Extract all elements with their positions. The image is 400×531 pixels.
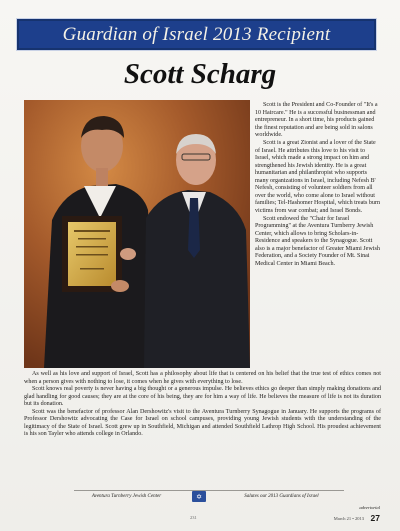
award-plaque [62,216,122,292]
banner-title: Guardian of Israel 2013 Recipient [62,23,331,45]
star-of-david-icon: ✡ [192,491,206,502]
award-photo [24,100,250,368]
issue-date: March 21 • 2013 [333,516,364,521]
page-footer [0,515,400,527]
folio-mid: 231 [190,515,197,520]
body-paragraph: Scott knows real poverty is never having a big thought or a generous impulse. He believes ethics go deeper than simply making donations and glad handling for good causes; they are at the core of his being, they are for him a way of life. He believes the measure of life is not its duration but its donation. [24,386,381,407]
sponsor-tagline: Salutes our 2013 Guardians of Israel [244,494,319,499]
sponsor-footer [74,490,344,502]
sidebar-paragraph: Scott is the President and Co-Founder of "It's a 10 Haircare." He is a successful businessman and entrepreneur. In a short time, his products gained the finest reputation and are being sold in salons worldwide. [255,102,378,138]
sidebar-article-column [255,102,381,269]
honoree-name: Scott Scharg [123,58,277,90]
main-article-body [24,371,381,439]
advertorial-label: advertorial [359,505,380,510]
recipient-banner [16,18,377,51]
sidebar-paragraph: Scott endowed the "Chair for Israel Programming" at the Aventura Turnberry Jewish Center, which allows to bring Scholars-in-Residence and speakers to the Synagogue. Scott also is a major benefactor of Greater Miami Jewish Federation, and a Society Founder of Mt. Sinai Medical Center in Miami Beach. [255,215,380,267]
sponsor-name: Aventura Turnberry Jewish Center [91,494,162,499]
sidebar-paragraph: Scott is a great Zionist and a lover of the State of Israel. He attributes this love to his visit to Israel, which made a strong impact on him and strengthened his Jewish identity. He is a great humanitarian and philanthropist who supports many organizations in Israel, including Nefesh B' Nefesh, consisting of volunteer soldiers from all over the world, who come alone to Israel without families; Tel-Hashomer Hospital, which treats burn victims from war combat; and Israel Bonds. [255,140,381,214]
page-number: 27 [370,513,380,523]
body-paragraph: Scott was the benefactor of professor Alan Dershowitz's visit to the Aventura Turnberry Synagogue in January. He supports the programs of Professor Dershowitz advocating the Case for Israel on school campuses, providing young Jewish students with the understanding of the legitimacy of the State of Israel. Scott grew up in Southfield, Michigan and attended Southfield Lathrop High School. His proudest achievement is his son Tayler who attends college in Orlando. [24,408,381,437]
body-paragraph: As well as his love and support of Israel, Scott has a philosophy about life that is centered on his belief that the true test of ethics comes not when a person gives with nothing to lose, it comes when he gives with everything to lose. [24,371,381,385]
